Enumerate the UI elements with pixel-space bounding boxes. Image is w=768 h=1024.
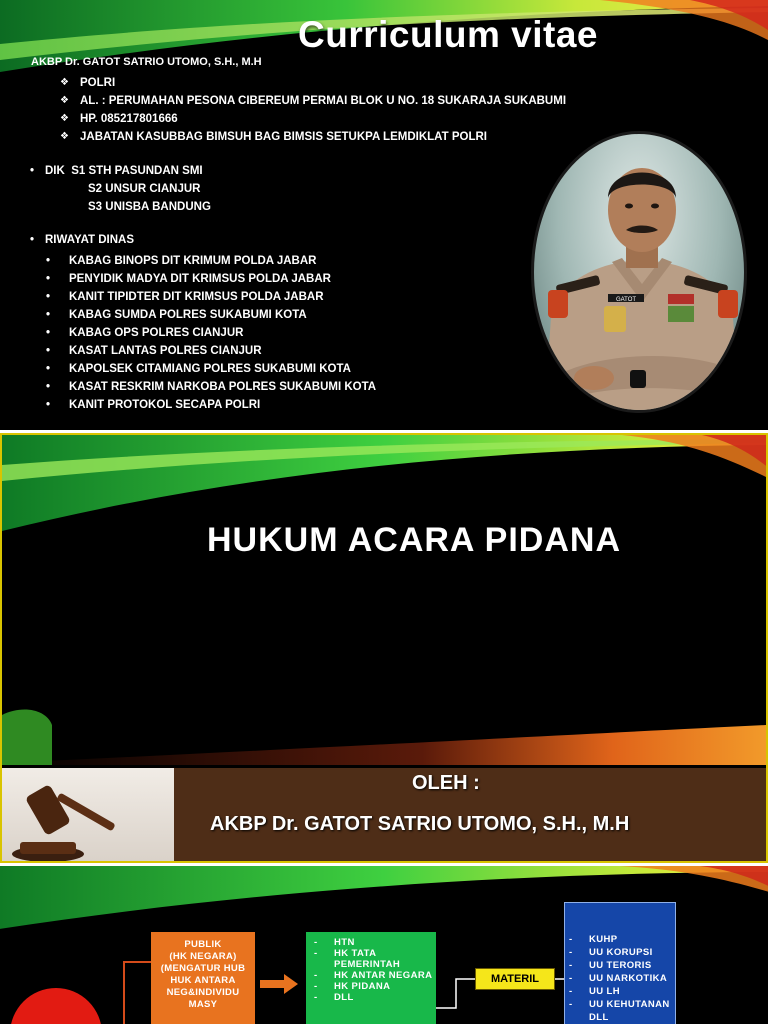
- list-item-text: KUHP: [589, 934, 618, 945]
- publik-line: MASY: [188, 999, 218, 1010]
- materil-box: MATERIL: [475, 968, 555, 990]
- list-item-text: KASAT RESKRIM NARKOBA POLRES SUKABUMI KOTA: [69, 381, 377, 393]
- list-item-text: KABAG BINOPS DIT KRIMUM POLDA JABAR: [69, 255, 317, 267]
- list-item-text: KABAG SUMDA POLRES SUKABUMI KOTA: [69, 309, 307, 321]
- list-item-text: HK TATA PEMERINTAH: [334, 948, 401, 970]
- bullet-icon: •: [46, 363, 51, 375]
- slide-diagram: [0, 866, 768, 1024]
- list-item: - DLL: [314, 992, 354, 1003]
- bullet-icon: •: [46, 399, 51, 411]
- info-item-text: POLRI: [80, 77, 116, 89]
- service-history-list: [46, 252, 376, 414]
- diamond-bullet-icon: ❖: [60, 77, 69, 88]
- diamond-bullet-icon: ❖: [60, 95, 69, 106]
- author-band: [2, 768, 766, 863]
- list-item-text: HK PIDANA: [334, 981, 391, 992]
- list-item-text: KASAT LANTAS POLRES CIANJUR: [69, 345, 262, 357]
- cv-title: Curriculum vitae: [298, 14, 598, 55]
- bullet-icon: •: [46, 309, 51, 321]
- list-item-text: UU TERORIS: [589, 960, 652, 971]
- list-item: - HTN: [314, 937, 355, 948]
- info-list: [60, 74, 566, 146]
- education-s1: S1 STH PASUNDAN SMI: [71, 165, 203, 177]
- list-item: - KUHP: [569, 934, 618, 945]
- list-item-text: PENYIDIK MADYA DIT KRIMSUS POLDA JABAR: [69, 273, 331, 285]
- list-item: [569, 1011, 675, 1024]
- bullet-icon: •: [46, 273, 51, 285]
- education-s3: S3 UNISBA BANDUNG: [88, 201, 211, 213]
- bullet-icon: •: [30, 234, 35, 246]
- list-item-text: DLL: [334, 992, 354, 1003]
- list-item-text: UU KEHUTANAN: [589, 999, 670, 1010]
- red-circle-shape: [10, 988, 102, 1024]
- info-item: [60, 92, 566, 110]
- list-item: - UU NARKOTIKA: [569, 973, 668, 984]
- list-item: [46, 342, 376, 360]
- list-item: [46, 306, 376, 324]
- list-item: [46, 270, 376, 288]
- list-item-text: UU LH: [589, 986, 621, 997]
- gavel-icon: [2, 768, 174, 863]
- presentation-title: HUKUM ACARA PIDANA: [206, 521, 621, 559]
- author-name: AKBP Dr. GATOT SATRIO UTOMO, S.H., M.H: [210, 813, 630, 835]
- htn-box: [306, 932, 436, 1024]
- officer-portrait: [531, 131, 747, 413]
- list-item: [46, 378, 376, 396]
- bottom-swoosh-decoration: [2, 705, 766, 765]
- publik-line: PUBLIK: [184, 939, 222, 950]
- education-s2: S2 UNSUR CIANJUR: [88, 183, 201, 195]
- education-section: [30, 162, 211, 216]
- list-item-text: KAPOLSEK CITAMIANG POLRES SUKABUMI KOTA: [69, 363, 351, 375]
- list-item-text: UU NARKOTIKA: [589, 973, 668, 984]
- info-item-text: AL. : PERUMAHAN PESONA CIBEREUM PERMAI BLOK U NO. 18 SUKARAJA SUKABUMI: [80, 95, 567, 107]
- list-item: - HK ANTAR NEGARA: [314, 970, 433, 981]
- list-item-text: KANIT PROTOKOL SECAPA POLRI: [69, 399, 261, 411]
- portrait-name-tag: GATOT: [615, 297, 637, 303]
- diamond-bullet-icon: ❖: [60, 113, 69, 124]
- list-item: - UU KEHUTANAN: [569, 999, 670, 1010]
- list-item: - HK TATA PEMERINTAH: [314, 948, 436, 970]
- list-item-text: KANIT TIPIDTER DIT KRIMSUS POLDA JABAR: [69, 291, 324, 303]
- list-item: [46, 288, 376, 306]
- list-item-text: HK ANTAR NEGARA: [334, 970, 433, 981]
- publik-line: NEG&INDIVIDU: [166, 987, 240, 998]
- list-item: - UU KORUPSI: [569, 947, 653, 958]
- list-item: - UU TERORIS: [569, 960, 652, 971]
- kuhp-box: [564, 902, 676, 1024]
- list-item-text: UU KORUPSI: [589, 947, 653, 958]
- info-item: [60, 74, 566, 92]
- bullet-icon: •: [46, 381, 51, 393]
- bullet-icon: •: [30, 165, 35, 177]
- cv-name: AKBP Dr. GATOT SATRIO UTOMO, S.H., M.H: [31, 56, 262, 68]
- service-history-heading: [30, 234, 134, 246]
- publik-box: [151, 932, 255, 1024]
- publik-line: (HK NEGARA): [169, 951, 237, 962]
- education-label: DIK: [45, 165, 65, 177]
- gavel-image: [2, 768, 174, 863]
- list-item: - UU LH: [569, 986, 621, 997]
- bullet-icon: •: [46, 345, 51, 357]
- oleh-label: OLEH :: [412, 772, 480, 794]
- info-item: [60, 128, 566, 146]
- publik-line: (MENGATUR HUB: [160, 963, 246, 974]
- list-item-text: KABAG OPS POLRES CIANJUR: [69, 327, 244, 339]
- service-history-heading-text: RIWAYAT DINAS: [45, 234, 135, 246]
- education-line: [30, 162, 211, 180]
- list-item: - HK PIDANA: [314, 981, 391, 992]
- arrow-right-icon: [260, 974, 298, 994]
- bullet-icon: •: [46, 255, 51, 267]
- info-item: [60, 110, 566, 128]
- publik-line: HUK ANTARA: [170, 975, 236, 986]
- list-item: [46, 252, 376, 270]
- info-item-text: HP. 085217801666: [80, 113, 178, 125]
- bullet-icon: •: [46, 327, 51, 339]
- list-item: [46, 396, 376, 414]
- slide-curriculum-vitae: [0, 0, 768, 430]
- list-item-text: DLL: [589, 1012, 609, 1023]
- slide-title: [0, 433, 768, 863]
- officer-portrait-illustration: [534, 134, 747, 413]
- diamond-bullet-icon: ❖: [60, 131, 69, 142]
- info-item-text: JABATAN KASUBBAG BIMSUH BAG BIMSIS SETUKPA LEMDIKLAT POLRI: [80, 131, 487, 143]
- list-item: [46, 324, 376, 342]
- bullet-icon: •: [46, 291, 51, 303]
- list-item-text: HTN: [334, 937, 355, 948]
- list-item: [46, 360, 376, 378]
